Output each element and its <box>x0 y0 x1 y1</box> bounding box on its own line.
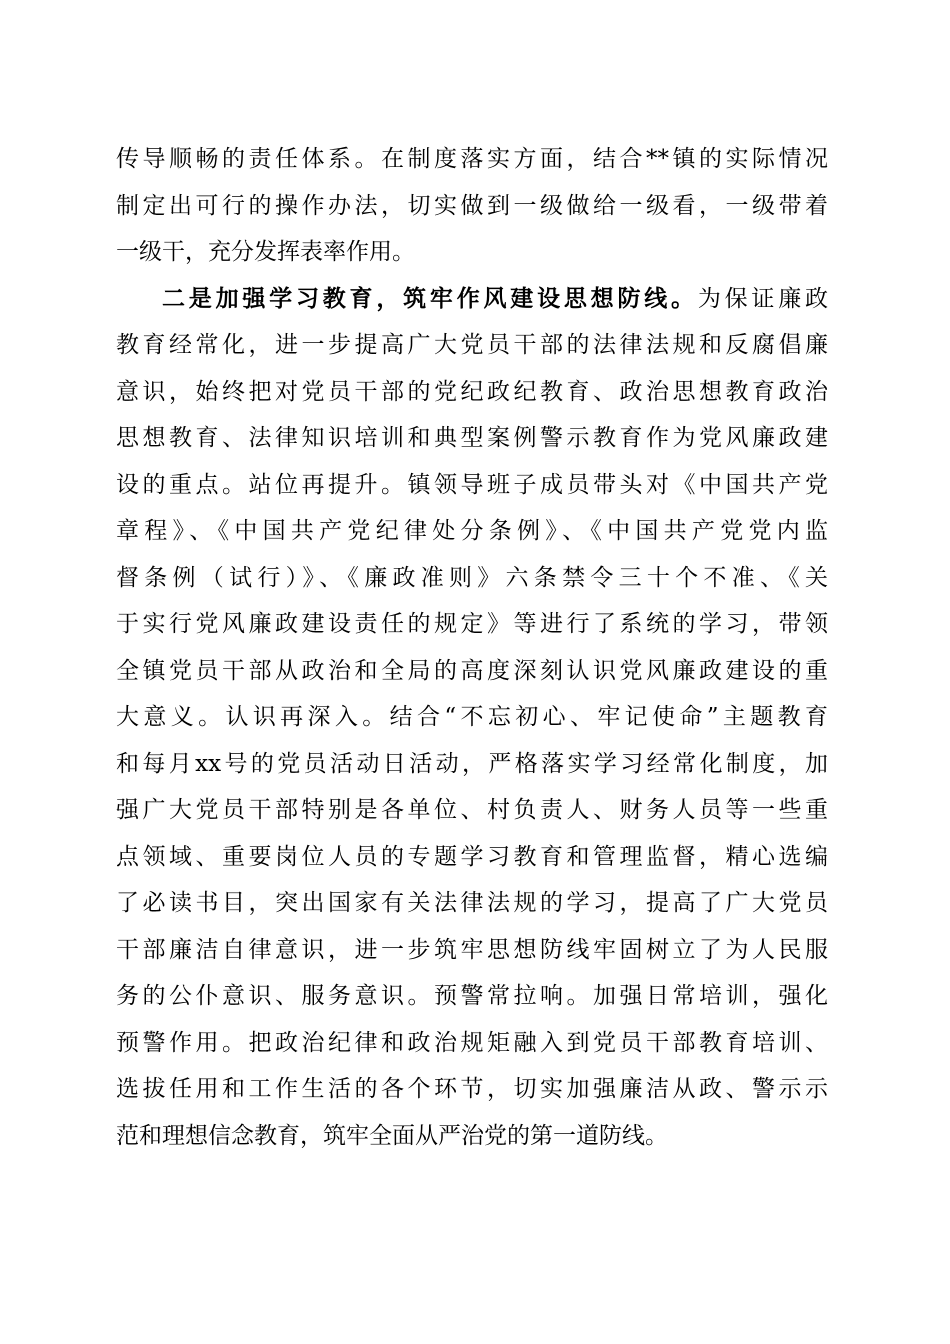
text-line: 章程》、《中国共产党纪律处分条例》、《中国共产党党内监 <box>116 518 828 544</box>
text-line: 干部廉洁自律意识，进一步筑牢思想防线牢固树立了为人民服 <box>116 936 828 963</box>
paragraph-heading: 二是加强学习教育，筑牢作风建设思想防线。 <box>162 284 698 312</box>
text-line: 设的重点。站位再提升。镇领导班子成员带头对《中国共产党 <box>116 471 828 498</box>
text-line: 点领域、重要岗位人员的专题学习教育和管理监督，精心选编 <box>116 843 828 870</box>
text-line: 制定出可行的操作办法，切实做到一级做给一级看，一级带着 <box>116 192 828 219</box>
text-line: 强广大党员干部特别是各单位、村负责人、财务人员等一些重 <box>116 797 828 823</box>
text-line: 于实行党风廉政建设责任的规定》等进行了系统的学习，带领 <box>116 611 828 637</box>
text-line: 务的公仆意识、服务意识。预警常拉响。加强日常培训，强化 <box>116 983 828 1009</box>
paragraph-2 <box>116 276 828 1160</box>
text-line: 思想教育、法律知识培训和典型案例警示教育作为党风廉政建 <box>116 425 828 451</box>
text-line: 一级干，充分发挥表率作用。 <box>116 239 415 265</box>
text-line: 大意义。认识再深入。结合“不忘初心、牢记使命”主题教育 <box>116 704 828 730</box>
text-line: 传导顺畅的责任体系。在制度落实方面，结合**镇的实际情况 <box>116 146 828 172</box>
paragraph-first-line <box>116 276 828 323</box>
text-line: 督条例（试行）》、《廉政准则》六条禁令三十个不准、《关 <box>116 564 828 591</box>
document-page <box>116 136 828 1159</box>
paragraph-1 <box>116 136 828 276</box>
text-line: 选拔任用和工作生活的各个环节，切实加强廉洁从政、警示示 <box>116 1076 828 1102</box>
text-line: 全镇党员干部从政治和全局的高度深刻认识党风廉政建设的重 <box>116 657 828 684</box>
text-line: 范和理想信念教育，筑牢全面从严治党的第一道防线。 <box>116 1122 668 1149</box>
text-line: 预警作用。把政治纪律和政治规矩融入到党员干部教育培训、 <box>116 1029 828 1056</box>
text-line: 教育经常化，进一步提高广大党员干部的法律法规和反腐倡廉 <box>116 332 828 358</box>
paragraph-first-line-text: 为保证廉政 <box>697 285 829 312</box>
text-line: 了必读书目，突出国家有关法律法规的学习，提高了广大党员 <box>116 890 828 916</box>
text-line: 意识，始终把对党员干部的党纪政纪教育、政治思想教育政治 <box>116 378 828 405</box>
text-line: 和每月xx号的党员活动日活动，严格落实学习经常化制度，加 <box>116 750 828 777</box>
